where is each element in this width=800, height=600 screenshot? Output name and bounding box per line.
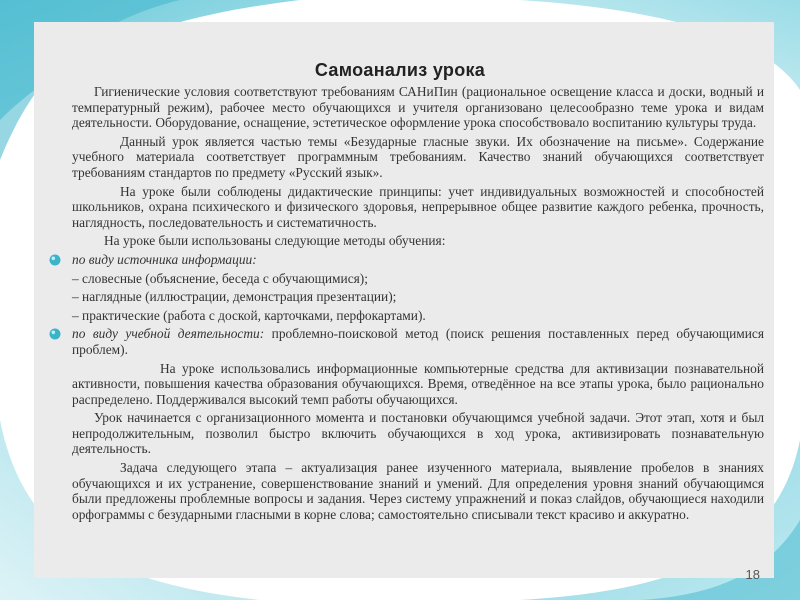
bullet-source-of-info bbox=[72, 252, 764, 268]
page-number: 18 bbox=[745, 567, 760, 582]
dash-visual: – наглядные (иллюстрации, демонстрация презентации); bbox=[72, 289, 397, 305]
bullet-source-label: по виду источника информации: bbox=[72, 251, 257, 267]
slide-title: Самоанализ урока bbox=[314, 60, 486, 80]
slide-body bbox=[72, 84, 764, 522]
bullet-activity-label: по виду учебной деятельности: bbox=[72, 326, 265, 342]
bullet-icon bbox=[48, 327, 62, 341]
paragraph-topic: Данный урок является частью темы «Безударные гласные звуки. Их обозначение на письме». Содержание учебного материала соответствует программным требованиям. Качество знаний обучающихся соответствует требованиям стандартов по предмету «Русский язык». bbox=[72, 133, 764, 180]
dash-practical: – практические (работа с доской, карточками, перфокартами). bbox=[72, 307, 426, 323]
paragraph-principles: На уроке были соблюдены дидактические принципы: учет индивидуальных возможностей и способностей школьников, охрана психического и физического здоровья, непрерывное общее развитие каждого ребенка, прочность, наглядность, последовательность и систематичность. bbox=[72, 183, 764, 230]
dash-verbal: – словесные (объяснение, беседа с обучающимися); bbox=[72, 270, 368, 286]
paragraph-methods-intro: На уроке были использованы следующие методы обучения: bbox=[104, 233, 446, 249]
paragraph-next-stage: Задача следующего этапа – актуализация ранее изученного материала, выявление пробелов в знаниях обучающихся и их устранение, совершенствование знаний и умений. Для определения уровня знаний обучающимся были предложены проблемные вопросы и задания. Через систему упражнений и показ слайдов, обучающиеся находили орфограммы с безударными гласными в корне слова; самостоятельно списывали текст красиво и аккуратно. bbox=[72, 460, 764, 522]
paragraph-hygiene: Гигиенические условия соответствуют требованиям САНиПин (рациональное освещение класса и доски, водный и температурный режим), рабочее место обучающихся и учителя организовано целесообразно теме урока и видам деятельности. Оборудование, оснащение, эстетическое оформление урока способствовало воспитанию культуры труда. bbox=[72, 84, 764, 131]
paragraph-org-moment: Урок начинается с организационного момента и постановки обучающимся учебной задачи. Этот этап, хотя и был непродолжительным, позволил быстро включить обучающихся в ход урока, активизировать познавательную деятельность. bbox=[72, 410, 764, 457]
bullet-icon bbox=[48, 253, 62, 267]
bullet-activity-text: проблемно-поисковой метод (поиск решения поставленных перед обучающимися проблем). bbox=[72, 326, 764, 357]
bullet-activity-type bbox=[72, 326, 764, 357]
paragraph-ict: На уроке использовались информационные компьютерные средства для активизации познавательной активности, повышения качества образования обучающихся. Время, отведённое на все этапы урока, было рационально распределено. Поддерживался высокий темп работы обучающихся. bbox=[72, 360, 764, 407]
